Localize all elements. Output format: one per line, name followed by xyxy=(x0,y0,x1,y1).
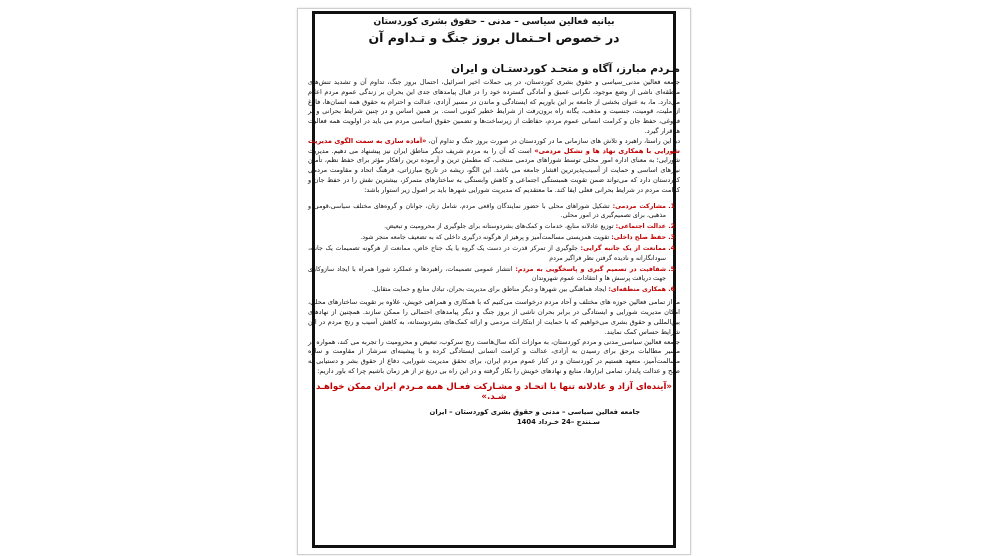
document-page xyxy=(297,8,691,555)
principle-text: تشکیل شوراهای محلی با حضور نمایندگان واقعی مردم، شامل زنان، جوانان و گروه‌های مختلف سیاسی،قومی و مذهبی، برای تصمیم‌گیری در امور محلی. xyxy=(308,202,666,219)
principle-text: جلوگیری از تمرکز قدرت در دست یک گروه یا یک جناح خاص، ممانعت از هرگونه تصمیمات یک جانبه، سودانگارانه و نادیده گرفتن نظر فراگیر مردم xyxy=(308,245,666,262)
principle-text: تقویت همزیستی مسالمت‌آمیز و پرهیز از هرگونه درگیری داخلی که به تضعیف جامعه منجر شود. xyxy=(360,234,612,242)
principle-title: حفظ صلح داخلی: xyxy=(611,234,666,242)
principle-title: ممانعت از یک جانبه گرایی: xyxy=(580,245,666,253)
list-item xyxy=(308,233,666,242)
principle-text: انتشار عمومی تصمیمات، راهبردها و عملکرد شورا همراه با ایجاد سازوکاری جهت دریافت پرسش ها و انتقادات عموم شهروندان xyxy=(308,265,666,282)
issuer-line: بیانیه فعالین سیاسی – مدنی – حقوق بشری کوردستان xyxy=(373,17,615,27)
principle-text: ایجاد هماهنگی بین شهرها و دیگر مناطق برای مدیریت بحران، تبادل منابع و حمایت متقابل. xyxy=(371,286,609,294)
signature-block xyxy=(308,407,680,427)
paragraph-intro: جامعه فعالین مدنی_سیاسی و حقوق بشری کوردستان، در پی حملات اخیر اسرائیل، احتمال بروز جنگ، تداوم آن و تشدید تنش‌های منطقه‌ای ناشی از وضع موجود، نگرانی عمیق و آمادگی گسترده خود را در قبال پیامدهای جدی این بحران بر زندگی عموم مردم اعلام می‌دارد. ما، به عنوان بخشی از جامعه بر این باوریم که ایستادگی و ماندن در مسیر آزادی، عدالت و احترام به حقوق همه انسان‌ها، فارغ از ملیت، قومیت، جنسیت و مذهب، یگانه راه برون‌رفت از شرایط خطیر کنونی است. بر همین اساس و در چنین شرایط بحرانی و پر فروغی، حفظ جان و کرامت انسانی عموم مردم، حفاظت از زیرساخت‌ها و تضمین حقوق اساسی مردم می باید در اولویت همه فعالیت ها قرار گیرد. xyxy=(308,78,680,135)
salutation: مـردم مبارز، آگاه و متحـد کوردستـان و ایران xyxy=(451,63,680,75)
principles-list xyxy=(308,202,680,295)
list-item xyxy=(308,285,666,294)
closing-slogan: «آینده‌ای آزاد و عادلانه تنها با اتحـاد و مشـارکت فعـال همه مـردم ایران ممکن خواهـد شـد.» xyxy=(316,381,672,402)
principle-title: همکاری منطقه‌ای: xyxy=(608,286,666,294)
list-item xyxy=(308,202,666,220)
paragraph-strategy xyxy=(308,137,680,196)
paragraph-commitment: جامعه فعالین سیاسی_مدنی و مردم کوردستان، به موازات آنکه سال‌هاست رنج سرکوب، تبعیض و محرومیت را تجربه می کند، همواره در مسیر مطالبات برحق برای رسیدن به آزادی، عدالت و کرامت انسانی ایستادگی کرده و با پیشینه‌ای سرشار از مقاومت و سازه مسالمت‌آمیز، متعهد هستیم در کوردستان و در کنار عموم مردم ایران، برای تحقق مدیریت شورایی، دفاع از حقوق بشر و دستیابی به صلح و عدالت پایدار، تمامی ابزارها، منابع و نهادهای خویش را بکار گرفته و در این راه بی دریغ تر از هر زمان باشیم چرا که باور داریم: xyxy=(308,337,680,375)
signature-date: سـنندج –24 خـرداد 1404 xyxy=(516,417,600,426)
principle-title: شفافیت در تصمیم گیری و پاسخگویی به مردم: xyxy=(515,265,667,273)
principle-text: توزیع عادلانه منابع، خدمات و کمک‌های بشردوستانه برای جلوگیری از محرومیت و تبعیض. xyxy=(384,222,616,230)
paragraph-call: ما از تمامی فعالین حوزه های مختلف و آحاد مردم درخواست می‌کنیم که با همکاری و همراهی خویش، علاوه بر تقویت ساختارهای محلی، امکان مدیریت شورایی و ایستادگی در برابر بحران ناشی از بروز جنگ و دیگر پیامدهای احتمالی را ممکن سازند. همچنین از نهادهای بین‌المللی و حقوق بشری می‌خواهیم که با حمایت از ابتکارات مردمی و ارائه کمک‌های بشردوستانه، به کاهش آسیب و رنج مردم در این شرایط حساس کمک نمایند. xyxy=(308,298,680,336)
list-item xyxy=(308,244,666,262)
strategy-text-before: در این راستا، راهبرد و تلاش های سازمانی ما در کوردستان در صورت بروز جنگ و تداوم آن، xyxy=(426,136,681,145)
strategy-highlight: «آماده سازی به سمت الگوی مدیریت شورایی با همکاری نهاد ها و تشکل مردمی» xyxy=(308,136,680,155)
signature-org: جامعه فعالین سیاسی – مدنی و حقوق بشری کوردستان – ایران xyxy=(429,407,640,416)
statement-content xyxy=(308,15,680,548)
list-item xyxy=(308,222,666,231)
principle-title: مشارکت مردمی: xyxy=(612,202,666,210)
strategy-text-after: است که آن را به مردم شریف دیگر مناطق ایران نیز پیشنهاد می دهیم. مدیریت شورایی؛ به معنای اداره امور محلی توسط شوراهای مردمی منتخب، که مطمئن ترین و آزموده ترین راهکار مؤثر برای حفظ نظم، تأمین نیازهای اساسی و حمایت از آسیب‌پذیرترین اقشار جامعه می باشد. این الگو، ریشه در تاریخ مبارزاتی، فرهنگ اتحاد و مقاومت مردمی کوردستان دارد که می‌تواند ضمن تقویت همبستگی اجتماعی و کاهش وابستگی به ساختارهای متمرکز، بیشترین نقش را در حفظ جان و کرامت مردم در شرایط بحرانی فعلی ایفا کند. ما معتقدیم که مدیریت شورایی شهرها باید بر اصول زیر استوار باشد: xyxy=(308,146,680,194)
principle-title: عدالت اجتماعی: xyxy=(615,222,666,230)
list-item xyxy=(308,265,666,283)
statement-title: در خصوص احـتمال بروز جنگ و تـداوم آن xyxy=(368,30,620,45)
